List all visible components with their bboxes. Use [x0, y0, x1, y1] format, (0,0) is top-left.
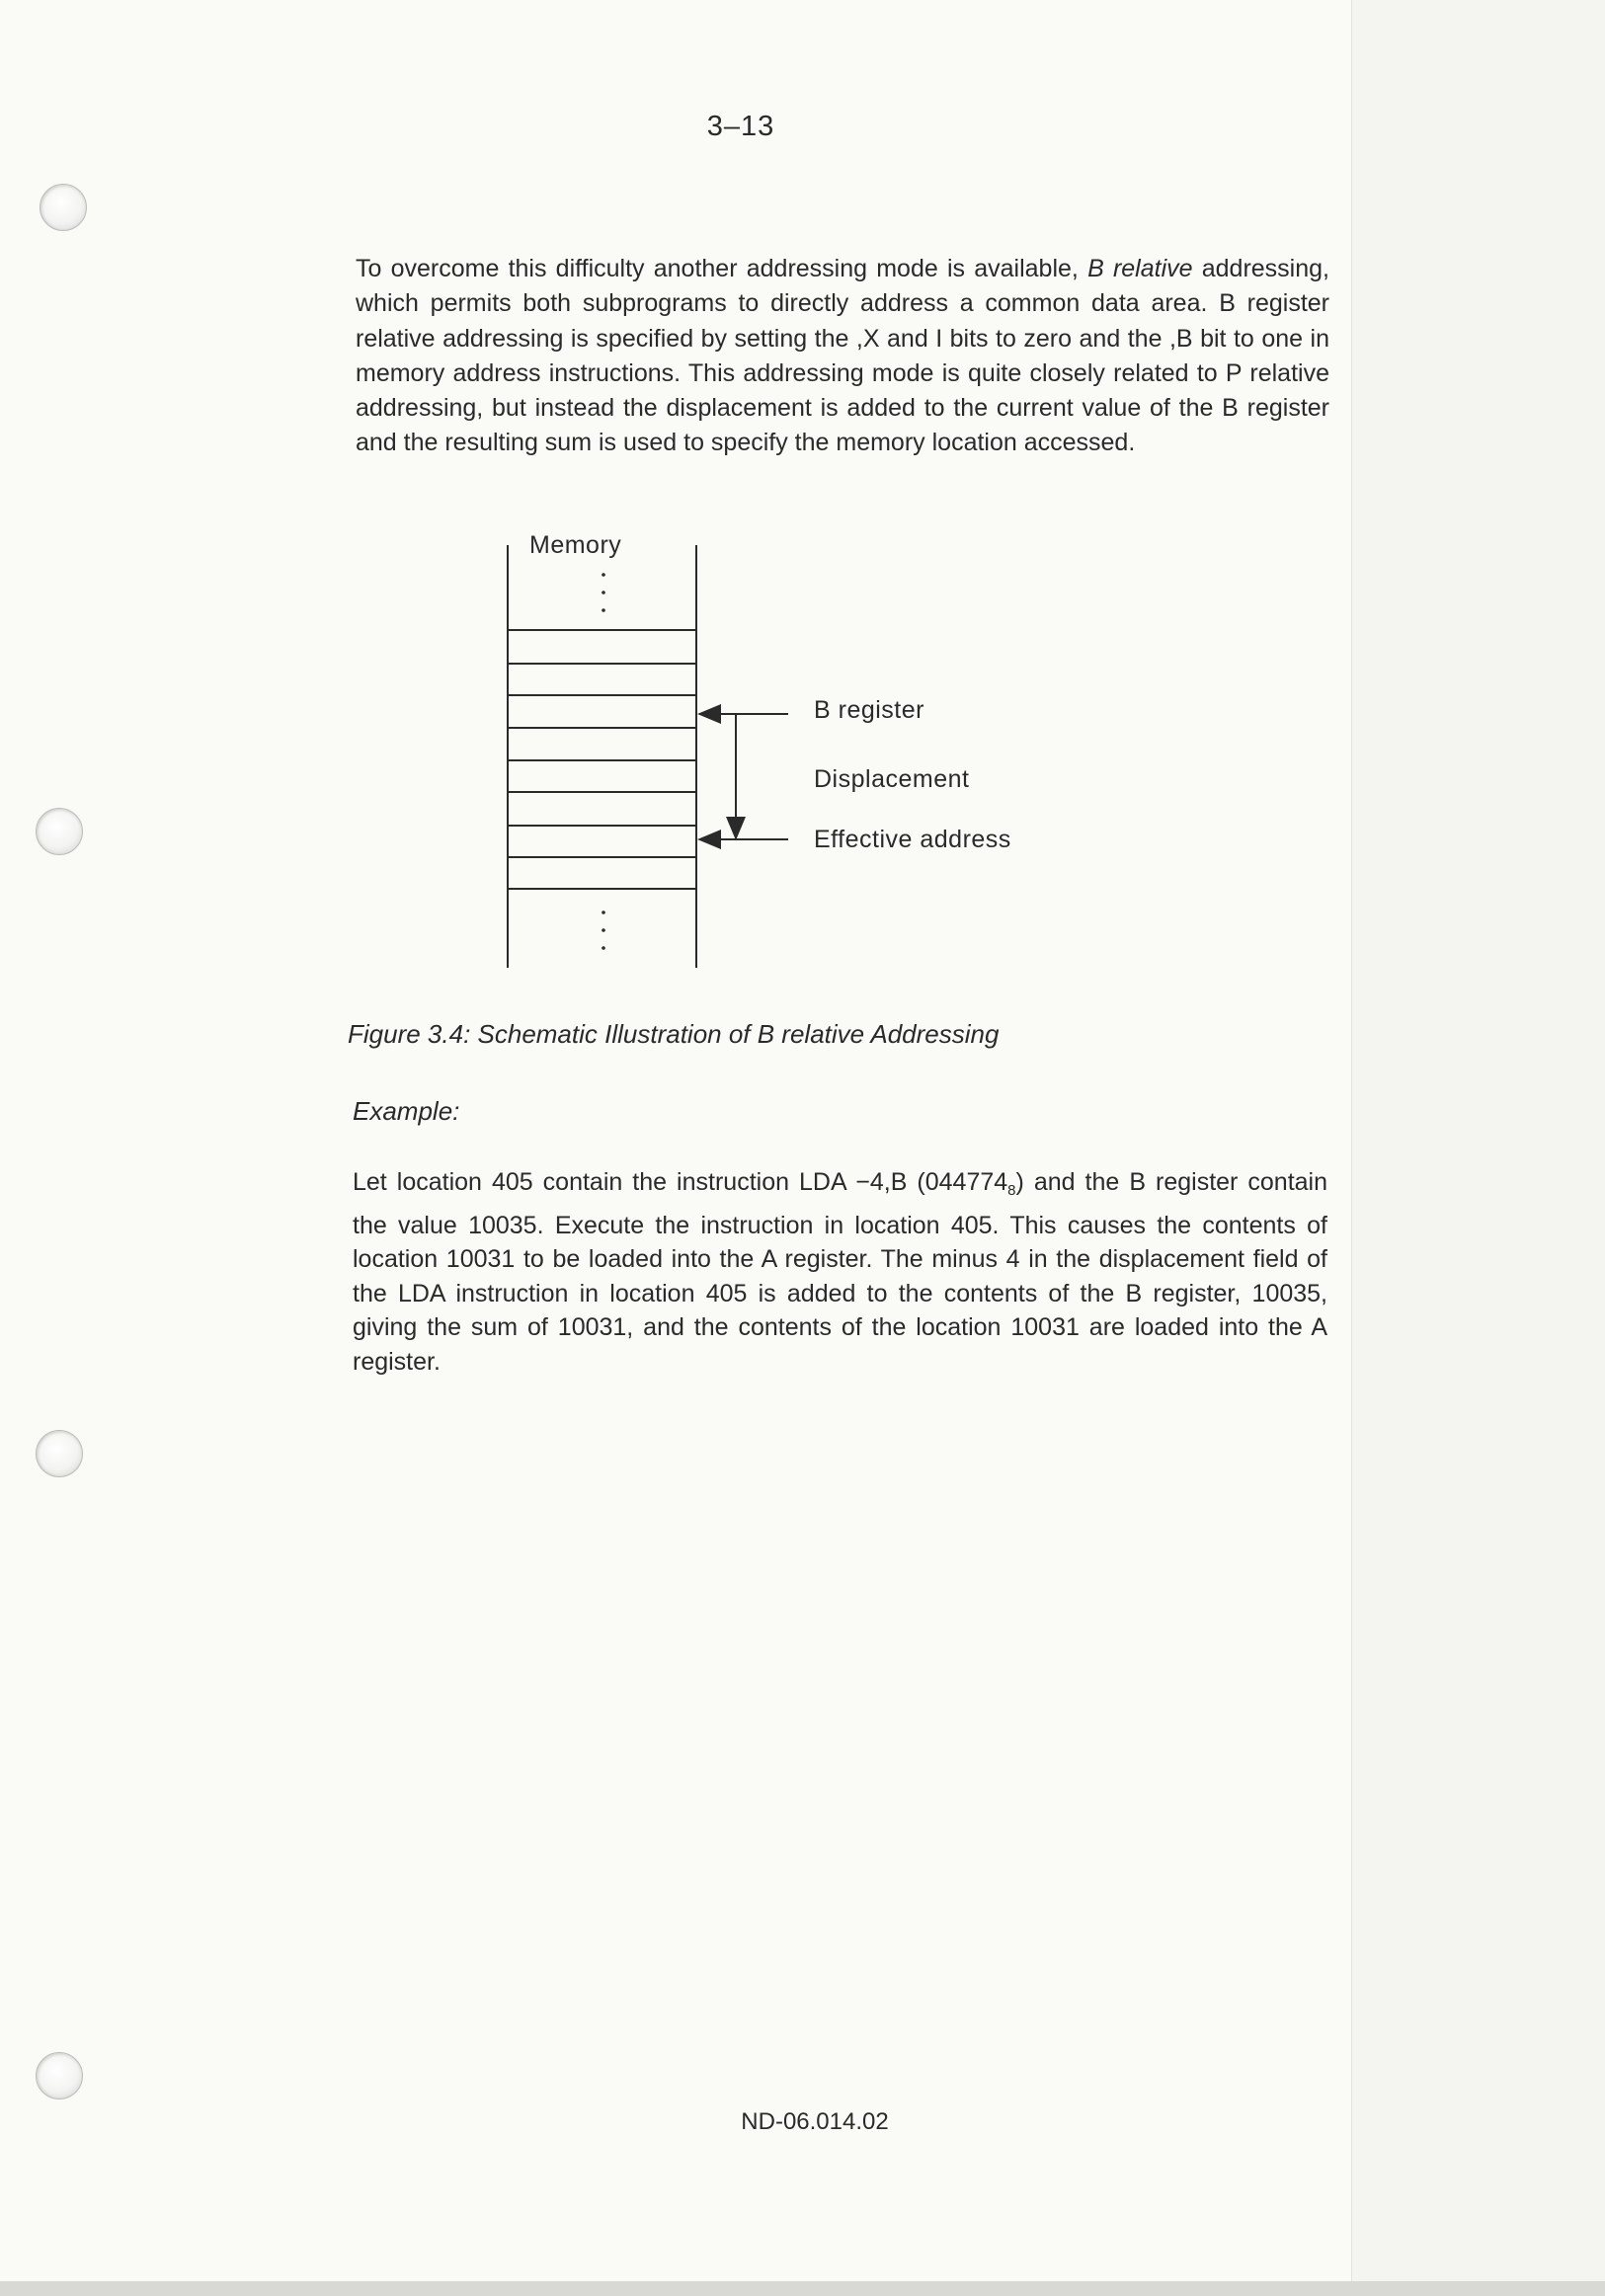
example-heading: Example:: [353, 1096, 460, 1126]
ellipsis-dot: [602, 591, 605, 594]
example-paragraph: [353, 1165, 1327, 1379]
punch-hole: [36, 1430, 83, 1477]
ellipsis-dot: [602, 608, 605, 612]
effective-address-label: Effective address: [814, 826, 1011, 853]
figure-caption: Figure 3.4: Schematic Illustration of B relative Addressing: [348, 1019, 1000, 1049]
b-register-label: B register: [814, 696, 924, 724]
punch-hole: [36, 2052, 83, 2099]
intro-lead: To overcome this difficulty another addressing mode is available,: [356, 255, 1079, 282]
page-number: 3–13: [706, 111, 775, 142]
document-code: ND-06.014.02: [741, 2108, 889, 2135]
memory-label: Memory: [529, 531, 622, 559]
ellipsis-dot: [602, 910, 605, 914]
octal-subscript: 8: [1007, 1182, 1016, 1199]
intro-rest: addressing, which permits both subprograms to directly address a common data area. B register relative addressing is specified by setting the ,X and I bits to zero and the ,B bit to one in memory address instructions. This addressing mode is quite closely related to P relative addressing, but instead the displacement is added to the current value of the B register and the resulting sum is used to specify the memory location accessed.: [356, 255, 1329, 457]
ellipsis-dot: [602, 946, 605, 950]
ellipsis-dot: [602, 573, 605, 577]
page-bottom-edge: [0, 2281, 1605, 2296]
example-text-start: Let location 405 contain the instruction LDA −4,B (044774: [353, 1168, 1008, 1196]
ellipsis-dot: [602, 928, 605, 932]
example-text-end: ) and the B register contain the value 10035. Execute the instruction in location 405. This causes the contents of location 10031 to be loaded into the A register. The minus 4 in the displacement field of the LDA instruction in location 405 is added to the contents of the B register, 10035, giving the sum of 10031, and the contents of the location 10031 are loaded into the A register.: [353, 1168, 1327, 1376]
memory-diagram: [0, 0, 1605, 997]
intro-emphasis: B relative: [1087, 255, 1193, 282]
displacement-label: Displacement: [814, 765, 970, 793]
